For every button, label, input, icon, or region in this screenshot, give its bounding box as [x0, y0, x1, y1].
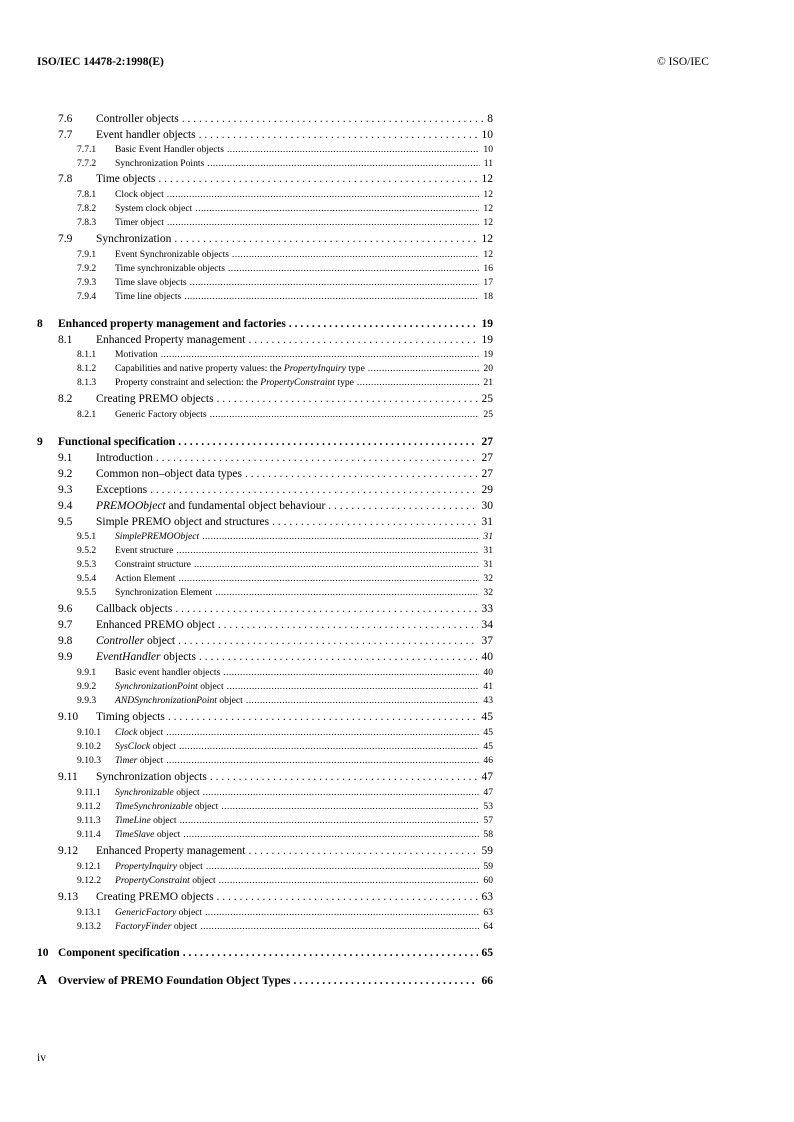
toc-entry[interactable]	[37, 129, 493, 141]
toc-entry-number: 9.13.2	[77, 921, 101, 932]
toc-entry-number: 9.5.5	[77, 587, 97, 598]
toc-entry-title: GenericFactory object	[115, 907, 203, 918]
toc-entry-page: 64	[483, 921, 493, 932]
toc-entry-page: 40	[483, 667, 493, 678]
toc-entry[interactable]	[37, 891, 493, 903]
toc-entry-title: Time synchronizable objects	[115, 263, 225, 274]
toc-entry-title: System clock object	[115, 203, 193, 214]
toc-entry-page: 30	[481, 500, 493, 512]
toc-entry[interactable]	[37, 667, 493, 678]
toc-leader-dots	[166, 755, 479, 766]
toc-leader-dots	[207, 158, 479, 169]
toc-entry-title: Time objects	[96, 173, 156, 185]
toc-leader-dots	[215, 587, 479, 598]
toc-entry-number: 7.8.1	[77, 189, 97, 200]
toc-entry-number: 7.8.3	[77, 217, 97, 228]
toc-entry-page: 63	[483, 907, 493, 918]
toc-entry-number: 9.4	[58, 500, 73, 512]
toc-entry[interactable]	[37, 947, 493, 959]
toc-entry-page: 16	[483, 263, 493, 274]
toc-entry[interactable]	[37, 603, 493, 615]
toc-entry[interactable]	[37, 829, 493, 840]
toc-entry[interactable]	[37, 249, 493, 260]
toc-entry-number: 9.9.2	[77, 681, 97, 692]
toc-entry-page: 11	[483, 158, 493, 169]
toc-entry-page: 59	[483, 861, 493, 872]
toc-entry-page: 27	[481, 468, 493, 480]
toc-leader-dots	[168, 711, 478, 723]
toc-entry-title: Callback objects	[96, 603, 173, 615]
toc-entry-title: Enhanced PREMO object	[96, 619, 215, 631]
toc-entry-page: 32	[483, 573, 493, 584]
toc-entry-page: 46	[483, 755, 493, 766]
toc-entry-number: 8.1	[58, 334, 73, 346]
toc-entry-number: 8.2	[58, 393, 73, 405]
toc-leader-dots	[203, 787, 480, 798]
toc-entry-title: PropertyInquiry object	[115, 861, 203, 872]
toc-entry[interactable]	[37, 263, 493, 274]
toc-leader-dots	[178, 635, 477, 647]
toc-entry-number: 9.12	[58, 845, 79, 857]
toc-leader-dots	[368, 363, 480, 374]
toc-entry-page: 29	[481, 484, 493, 496]
toc-entry-title: Exceptions	[96, 484, 148, 496]
toc-leader-dots	[221, 801, 479, 812]
toc-entry[interactable]	[37, 203, 493, 214]
toc-entry-number: 9.11.4	[77, 829, 101, 840]
toc-leader-dots	[195, 203, 479, 214]
toc-entry[interactable]	[37, 334, 493, 346]
toc-entry-page: 19	[481, 334, 493, 346]
toc-entry-title: Constraint structure	[115, 559, 191, 570]
toc-leader-dots	[218, 619, 478, 631]
toc-entry-title: Simple PREMO object and structures	[96, 516, 270, 528]
toc-entry-title: PropertyConstraint object	[115, 875, 216, 886]
toc-entry-page: 47	[481, 771, 493, 783]
toc-entry-number: 9.13	[58, 891, 79, 903]
toc-entry-title: Synchronization	[96, 233, 172, 245]
toc-entry-number: 7.7	[58, 129, 73, 141]
toc-entry-title: Timing objects	[96, 711, 165, 723]
toc-entry[interactable]	[37, 771, 493, 783]
toc-leader-dots	[179, 741, 479, 752]
toc-entry-title: Clock object	[115, 727, 164, 738]
toc-entry-title: Timer object	[115, 217, 164, 228]
toc-entry[interactable]	[37, 144, 493, 155]
toc-entry-title: Property constraint and selection: the PropertyConstraint type	[115, 377, 354, 388]
toc-entry-page: 59	[481, 845, 493, 857]
toc-leader-dots	[272, 516, 477, 528]
toc-leader-dots	[202, 531, 479, 542]
toc-entry[interactable]	[37, 815, 493, 826]
toc-entry[interactable]	[37, 393, 493, 405]
toc-entry-number: 10	[37, 947, 49, 959]
toc-entry-number: 9.10	[58, 711, 79, 723]
toc-entry-number: 8.2.1	[77, 409, 97, 420]
toc-entry-number: 9.5.3	[77, 559, 97, 570]
toc-entry-title: Creating PREMO objects	[96, 393, 214, 405]
toc-leader-dots	[248, 334, 477, 346]
toc-entry-page: 17	[483, 277, 493, 288]
toc-entry-page: 12	[481, 173, 493, 185]
toc-entry[interactable]	[37, 619, 493, 631]
toc-leader-dots	[246, 695, 480, 706]
toc-entry-title: Enhanced Property management	[96, 334, 246, 346]
toc-entry-number: 9.13.1	[77, 907, 101, 918]
toc-entry[interactable]	[37, 801, 493, 812]
toc-leader-dots	[182, 113, 484, 125]
toc-entry-number: 9.8	[58, 635, 73, 647]
toc-leader-dots	[167, 217, 479, 228]
toc-entry-title: Common non–object data types	[96, 468, 242, 480]
toc-entry-number: 7.9	[58, 233, 73, 245]
toc-entry-title: Controller objects	[96, 113, 179, 125]
toc-entry-page: 8	[487, 113, 493, 125]
toc-leader-dots	[199, 129, 478, 141]
toc-entry-number: 9.7	[58, 619, 73, 631]
toc-entry-number: 7.9.3	[77, 277, 97, 288]
toc-leader-dots	[217, 393, 478, 405]
toc-entry-number: 7.9.1	[77, 249, 97, 260]
toc-leader-dots	[175, 603, 477, 615]
toc-entry-title: TimeLine object	[115, 815, 177, 826]
toc-entry-title: PREMOObject and fundamental object behaviour	[96, 500, 326, 512]
toc-entry[interactable]	[37, 349, 493, 360]
toc-leader-dots	[217, 891, 478, 903]
toc-entry-title: Controller object	[96, 635, 176, 647]
toc-entry[interactable]	[37, 158, 493, 169]
toc-entry-number: 9.10.1	[77, 727, 101, 738]
toc-entry-number: 9.10.2	[77, 741, 101, 752]
toc-entry[interactable]	[37, 711, 493, 723]
toc-entry-page: 43	[483, 695, 493, 706]
toc-entry-page: 45	[483, 741, 493, 752]
toc-entry-page: 18	[483, 291, 493, 302]
toc-leader-dots	[227, 144, 479, 155]
toc-entry[interactable]	[37, 973, 493, 989]
toc-entry[interactable]	[37, 318, 493, 330]
toc-entry-title: TimeSynchronizable object	[115, 801, 219, 812]
toc-entry-number: 7.7.1	[77, 144, 97, 155]
toc-entry-number: 9.5.1	[77, 531, 97, 542]
toc-entry-page: 10	[481, 129, 493, 141]
toc-entry-number: 7.9.2	[77, 263, 97, 274]
toc-leader-dots	[232, 249, 479, 260]
toc-entry[interactable]	[37, 189, 493, 200]
toc-entry-page: 47	[483, 787, 493, 798]
toc-entry[interactable]	[37, 573, 493, 584]
toc-entry-page: 65	[481, 947, 493, 959]
toc-entry[interactable]	[37, 787, 493, 798]
toc-entry-number: 8.1.1	[77, 349, 97, 360]
toc-entry-page: 32	[483, 587, 493, 598]
toc-entry-page: 63	[481, 891, 493, 903]
toc-entry-page: 10	[483, 144, 493, 155]
toc-entry-title: Event Synchronizable objects	[115, 249, 230, 260]
toc-entry-number: 9.6	[58, 603, 73, 615]
toc-entry-title: Time line objects	[115, 291, 182, 302]
toc-entry-number: 8	[37, 318, 43, 330]
toc-leader-dots	[176, 545, 479, 556]
toc-leader-dots	[328, 500, 477, 512]
toc-entry-title: Timer object	[115, 755, 164, 766]
toc-entry-title: Capabilities and native property values: the PropertyInquiry type	[115, 363, 365, 374]
toc-entry-page: 20	[483, 363, 493, 374]
toc-entry-page: 27	[481, 436, 493, 448]
toc-entry-title: Introduction	[96, 452, 153, 464]
page-number: iv	[37, 1052, 46, 1064]
toc-entry-number: 9.11	[58, 771, 78, 783]
toc-entry[interactable]	[37, 727, 493, 738]
toc-entry[interactable]	[37, 291, 493, 302]
toc-leader-dots	[156, 452, 478, 464]
toc-entry[interactable]	[37, 516, 493, 528]
toc-entry-title: Synchronization Points	[115, 158, 205, 169]
toc-entry[interactable]	[37, 635, 493, 647]
toc-entry-page: 31	[483, 531, 493, 542]
toc-leader-dots	[183, 829, 479, 840]
toc-leader-dots	[227, 681, 480, 692]
toc-entry-page: 57	[483, 815, 493, 826]
toc-entry-number: 9.5.4	[77, 573, 97, 584]
toc-leader-dots	[289, 318, 478, 330]
toc-entry[interactable]	[37, 921, 493, 932]
toc-leader-dots	[245, 468, 478, 480]
toc-entry-number: 9.1	[58, 452, 73, 464]
toc-leader-dots	[219, 875, 480, 886]
toc-entry-title: FactoryFinder object	[115, 921, 198, 932]
toc-entry-title: TimeSlave object	[115, 829, 181, 840]
toc-leader-dots	[183, 947, 478, 959]
toc-entry-page: 40	[481, 651, 493, 663]
toc-entry[interactable]	[37, 277, 493, 288]
toc-entry[interactable]	[37, 559, 493, 570]
toc-leader-dots	[178, 573, 479, 584]
toc-entry-page: 53	[483, 801, 493, 812]
toc-entry-page: 37	[481, 635, 493, 647]
toc-entry[interactable]	[37, 173, 493, 185]
toc-entry-number: 9.11.2	[77, 801, 101, 812]
toc-leader-dots	[161, 349, 480, 360]
toc-entry-title: Overview of PREMO Foundation Object Types	[58, 975, 291, 987]
toc-entry[interactable]	[37, 845, 493, 857]
toc-entry-page: 34	[481, 619, 493, 631]
toc-entry[interactable]	[37, 500, 493, 512]
toc-entry-page: 31	[481, 516, 493, 528]
toc-entry-number: 9.2	[58, 468, 73, 480]
toc-entry[interactable]	[37, 217, 493, 228]
toc-entry[interactable]	[37, 861, 493, 872]
toc-leader-dots	[357, 377, 479, 388]
toc-entry-page: 45	[481, 711, 493, 723]
document-id: ISO/IEC 14478-2:1998(E)	[37, 56, 164, 68]
toc-entry-title: Enhanced Property management	[96, 845, 246, 857]
toc-entry-number: 9.9.3	[77, 695, 97, 706]
toc-entry-title: Motivation	[115, 349, 158, 360]
toc-entry-number: 9.9	[58, 651, 73, 663]
toc-entry[interactable]	[37, 875, 493, 886]
toc-leader-dots	[210, 409, 480, 420]
toc-entry-title: Functional specification	[58, 436, 176, 448]
toc-leader-dots	[158, 173, 477, 185]
toc-entry-page: 12	[483, 203, 493, 214]
toc-entry-title: SynchronizationPoint object	[115, 681, 224, 692]
toc-entry-title: SysClock object	[115, 741, 177, 752]
toc-entry-title: Synchronizable object	[115, 787, 200, 798]
toc-entry-number: 9.11.1	[77, 787, 101, 798]
toc-entry-number: 8.1.3	[77, 377, 97, 388]
toc-entry-title: Action Element	[115, 573, 176, 584]
toc-entry-page: 31	[483, 545, 493, 556]
toc-leader-dots	[167, 189, 480, 200]
toc-entry[interactable]	[37, 113, 493, 125]
toc-entry-title: Event structure	[115, 545, 174, 556]
toc-entry-page: 12	[483, 249, 493, 260]
toc-entry-title: EventHandler objects	[96, 651, 196, 663]
toc-entry-title: Creating PREMO objects	[96, 891, 214, 903]
toc-entry-title: Synchronization Element	[115, 587, 213, 598]
toc-entry-number: 7.7.2	[77, 158, 97, 169]
toc-entry-number: 9	[37, 436, 43, 448]
toc-entry[interactable]	[37, 681, 493, 692]
toc-entry-title: Clock object	[115, 189, 164, 200]
toc-entry-page: 19	[483, 349, 493, 360]
toc-leader-dots	[205, 907, 479, 918]
toc-leader-dots	[228, 263, 479, 274]
toc-entry[interactable]	[37, 531, 493, 542]
toc-entry-number: 9.5.2	[77, 545, 97, 556]
toc-leader-dots	[174, 233, 477, 245]
toc-leader-dots	[248, 845, 477, 857]
toc-entry[interactable]	[37, 695, 493, 706]
copyright-notice: © ISO/IEC	[657, 56, 709, 68]
toc-leader-dots	[223, 667, 479, 678]
toc-entry-number: A	[37, 973, 48, 988]
toc-entry-page: 33	[481, 603, 493, 615]
toc-entry-number: 9.10.3	[77, 755, 101, 766]
toc-entry-number: 9.12.2	[77, 875, 101, 886]
toc-leader-dots	[194, 559, 479, 570]
toc-entry-title: ANDSynchronizationPoint object	[115, 695, 243, 706]
toc-leader-dots	[190, 277, 480, 288]
toc-entry-page: 31	[483, 559, 493, 570]
toc-entry-number: 9.11.3	[77, 815, 101, 826]
toc-entry[interactable]	[37, 363, 493, 374]
toc-entry-title: Event handler objects	[96, 129, 196, 141]
toc-entry-title: Enhanced property management and factories	[58, 318, 286, 330]
toc-entry-title: Basic event handler objects	[115, 667, 221, 678]
toc-entry[interactable]	[37, 452, 493, 464]
toc-leader-dots	[178, 436, 477, 448]
toc-leader-dots	[210, 771, 478, 783]
toc-entry[interactable]	[37, 651, 493, 663]
toc-entry[interactable]	[37, 587, 493, 598]
toc-entry-page: 45	[483, 727, 493, 738]
toc-entry-page: 21	[483, 377, 493, 388]
toc-entry-page: 19	[481, 318, 493, 330]
toc-entry-number: 9.12.1	[77, 861, 101, 872]
toc-entry[interactable]	[37, 409, 493, 420]
toc-entry[interactable]	[37, 741, 493, 752]
toc-entry-number: 9.5	[58, 516, 73, 528]
toc-leader-dots	[180, 815, 480, 826]
toc-entry-title: Time slave objects	[115, 277, 187, 288]
toc-entry-number: 7.8.2	[77, 203, 97, 214]
toc-entry-title: Generic Factory objects	[115, 409, 207, 420]
toc-entry-page: 12	[483, 189, 493, 200]
toc-entry-number: 7.6	[58, 113, 73, 125]
toc-entry[interactable]	[37, 377, 493, 388]
toc-entry[interactable]	[37, 545, 493, 556]
toc-entry-title: Component specification	[58, 947, 180, 959]
toc-leader-dots	[199, 651, 478, 663]
toc-entry-page: 25	[481, 393, 493, 405]
toc-entry-number: 9.9.1	[77, 667, 97, 678]
toc-leader-dots	[206, 861, 480, 872]
toc-entry-title: Synchronization objects	[96, 771, 207, 783]
toc-entry-page: 25	[483, 409, 493, 420]
toc-entry-page: 41	[483, 681, 493, 692]
toc-entry[interactable]	[37, 233, 493, 245]
toc-entry[interactable]	[37, 907, 493, 918]
toc-entry[interactable]	[37, 468, 493, 480]
toc-entry-page: 60	[483, 875, 493, 886]
toc-entry-page: 66	[481, 975, 493, 987]
toc-entry-title: Basic Event Handler objects	[115, 144, 224, 155]
toc-entry-number: 7.8	[58, 173, 73, 185]
toc-leader-dots	[166, 727, 479, 738]
toc-entry-page: 12	[481, 233, 493, 245]
toc-leader-dots	[293, 975, 477, 987]
toc-leader-dots	[200, 921, 479, 932]
toc-entry-title: SimplePREMOObject	[115, 531, 200, 542]
toc-entry[interactable]	[37, 484, 493, 496]
toc-leader-dots	[150, 484, 477, 496]
toc-leader-dots	[184, 291, 479, 302]
toc-entry-page: 12	[483, 217, 493, 228]
toc-entry[interactable]	[37, 436, 493, 448]
toc-entry-number: 9.3	[58, 484, 73, 496]
toc-entry-page: 27	[481, 452, 493, 464]
toc-entry-number: 7.9.4	[77, 291, 97, 302]
toc-entry[interactable]	[37, 755, 493, 766]
toc-entry-number: 8.1.2	[77, 363, 97, 374]
toc-entry-page: 58	[483, 829, 493, 840]
